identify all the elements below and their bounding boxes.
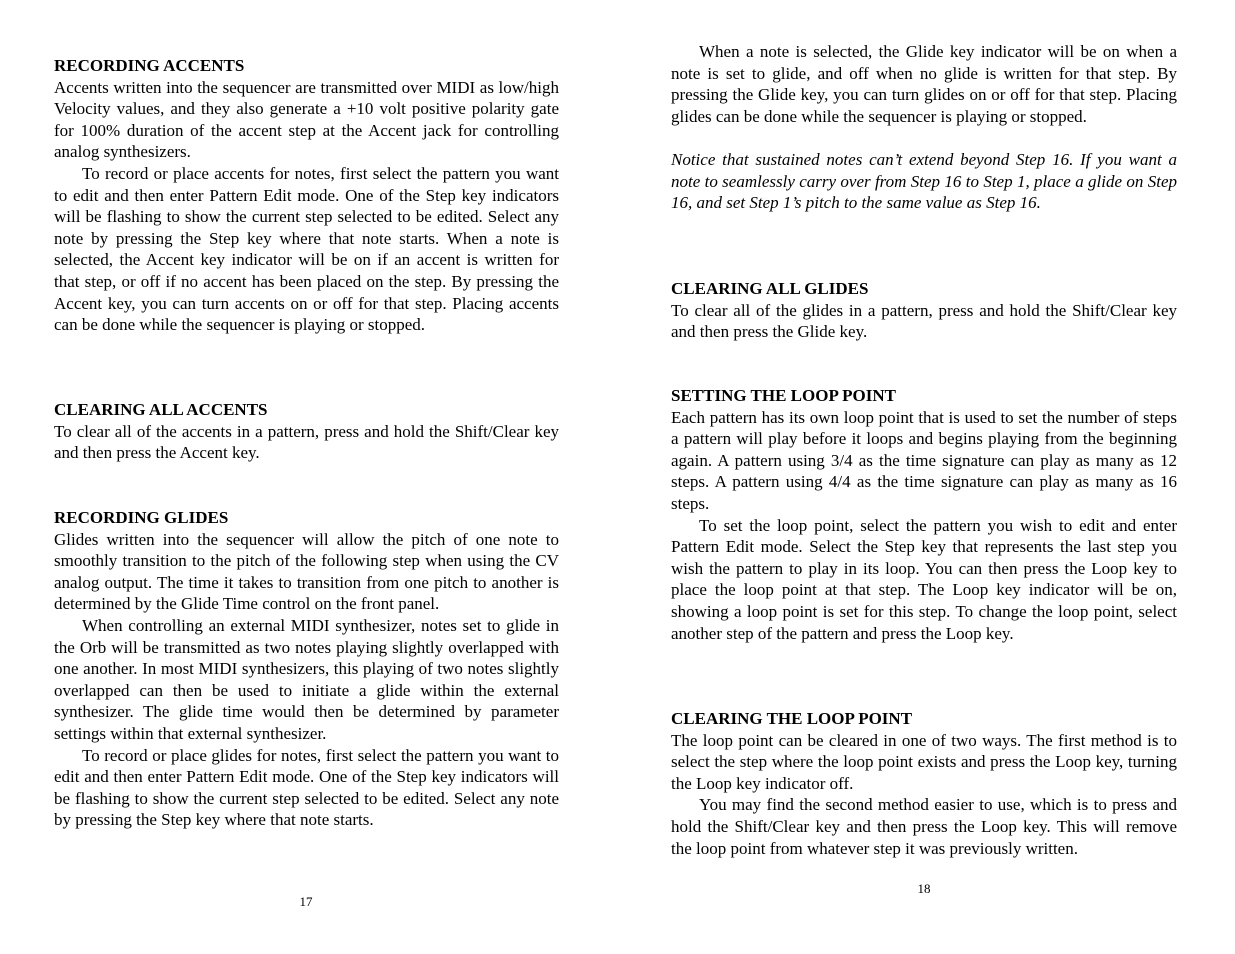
section-heading: CLEARING ALL ACCENTS — [54, 400, 268, 419]
paragraph: When a note is selected, the Glide key indicator will be on when a note is set to glide, and off when no glide is written for that step. By pressing the Glide key, you can turn glides on or off for that step. Placing glides can be done while the sequencer is playing or stopped. — [671, 42, 1177, 126]
paragraph: To clear all of the accents in a pattern, press and hold the Shift/Clear key and then press the Accent key. — [54, 421, 559, 463]
glide-continued-section — [671, 41, 1177, 214]
clearing-loop-section — [671, 708, 1177, 859]
setting-loop-section — [671, 385, 1177, 644]
page-number: 17 — [299, 894, 313, 909]
paragraph: To clear all of the glides in a pattern, press and hold the Shift/Clear key and then press the Glide key. — [671, 300, 1177, 342]
page-number: 18 — [917, 881, 931, 896]
paragraph: To set the loop point, select the pattern you wish to edit and enter Pattern Edit mode. Select the Step key that represents the last step you wish the pattern to play in its loop. You can then press the Loop key to place the loop point at that step. The Loop key indicator will be on, showing a loop point is set for this step. To change the loop point, select another step of the pattern and press the Loop key. — [671, 515, 1177, 643]
clearing-glides-section — [671, 278, 1177, 343]
paragraph: Accents written into the sequencer are transmitted over MIDI as low/high Velocity values, and they also generate a +10 volt positive polarity gate for 100% duration of the accent step at the Accent jack for controlling analog synthesizers. — [54, 77, 559, 162]
paragraph: The loop point can be cleared in one of two ways. The first method is to select the step where the loop point exists and press the Loop key, turning the Loop key indicator off. — [671, 730, 1177, 793]
section-heading: CLEARING ALL GLIDES — [671, 279, 869, 298]
section-heading: SETTING THE LOOP POINT — [671, 386, 897, 405]
clearing-accents-section — [54, 399, 559, 464]
section-heading: RECORDING GLIDES — [54, 508, 229, 527]
section-heading: RECORDING ACCENTS — [54, 56, 245, 75]
recording-glides-section — [54, 507, 559, 831]
paragraph: Glides written into the sequencer will allow the pitch of one note to smoothly transition to the pitch of the following step when using the CV analog output. The time it takes to transition from one pitch to another is determined by the Glide Time control on the front panel. — [54, 529, 559, 614]
paragraph: Each pattern has its own loop point that is used to set the number of steps a pattern will play before it loops and begins playing from the beginning again. A pattern using 3/4 as the time signature can play as many as 12 steps. A pattern using 4/4 as the time signature can play as many as 16 steps. — [671, 407, 1177, 513]
section-heading: CLEARING THE LOOP POINT — [671, 709, 913, 728]
paragraph: To record or place glides for notes, first select the pattern you want to edit and then enter Pattern Edit mode. One of the Step key indicators will be flashing to show the current step selected to be edited. Select any note by pressing the Step key where that note starts. — [54, 745, 559, 830]
recording-accents-section — [54, 55, 559, 336]
paragraph: You may find the second method easier to use, which is to press and hold the Shift/Clear key and then press the Loop key. This will remove the loop point from whatever step it was previously written. — [671, 795, 1177, 858]
paragraph: When controlling an external MIDI synthesizer, notes set to glide in the Orb will be transmitted as two notes playing slightly overlapped with one another. In most MIDI synthesizers, this playing of two notes slightly overlapped can then be used to initiate a glide within the external synthesizer. The glide time would then be determined by parameter settings within that external synthesizer. — [54, 615, 559, 743]
paragraph: To record or place accents for notes, first select the pattern you want to edit and then enter Pattern Edit mode. One of the Step key indicators will be flashing to show the current step selected to be edited. Select any note by pressing the Step key where that note starts. When a note is selected, the Accent key indicator will be on if an accent is written for that step, or off if no accent has been placed on the step. By pressing the Accent key, you can turn accents on or off for that step. Placing accents can be done while the sequencer is playing or stopped. — [54, 163, 559, 335]
notice-paragraph: Notice that sustained notes can’t extend beyond Step 16. If you want a note to seamlessly carry over from Step 16 to Step 1, place a glide on Step 16, and set Step 1’s pitch to the same value as Step 16. — [671, 149, 1177, 213]
